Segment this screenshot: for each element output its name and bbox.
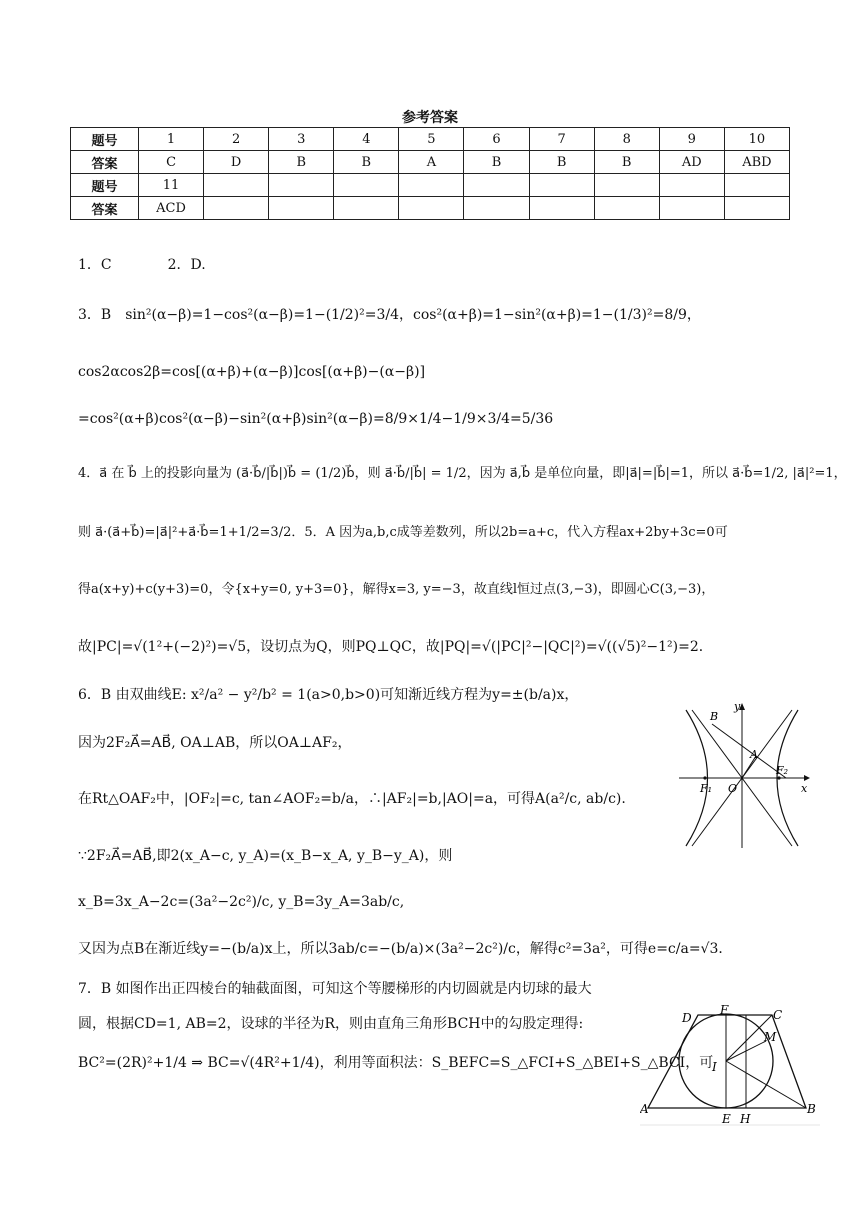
label-f2: F₂ [776, 764, 789, 777]
answer-line-5a: 得a(x+y)+c(y+3)=0，令{x+y=0, y+3=0}，解得x=3, y=−3，故直线l恒过点(3,−3)，即圆心C(3,−3)， [78, 582, 715, 597]
answer-line-4b: 则 a⃗·(a⃗+b⃗)=|a⃗|²+a⃗·b⃗=1+1/2=3/2．5．A 因为a,b,c成等差数列，所以2b=a+c，代入方程ax+2by+3c=0可 [78, 525, 728, 540]
point-f1 [703, 776, 706, 779]
label-b: B [710, 710, 719, 723]
answer-line-7c: BC²=(2R)²+1/4 ⇒ BC=√(4R²+1/4)，利用等面积法：S_BEFC=S_△FCI+S_△BEI+S_△BCI，可 [78, 1055, 714, 1071]
table-row [71, 197, 790, 220]
table-cell [269, 174, 334, 197]
answer-line-6e: x_B=3x_A−2c=(3a²−2c²)/c, y_B=3y_A=3ab/c, [78, 894, 405, 910]
answer-line-6a: 6．B 由双曲线E: x²/a² − y²/b² = 1(a>0,b>0)可知渐近线方程为y=±(b/a)x， [78, 687, 579, 703]
table-row [71, 174, 790, 197]
table-row [71, 151, 790, 174]
table-cell [204, 174, 269, 197]
table-cell: AD [659, 151, 724, 174]
table-cell: 7 [529, 128, 594, 151]
label-b: B [807, 1102, 816, 1116]
table-row-head: 答案 [71, 151, 139, 174]
table-cell: A [399, 151, 464, 174]
label-a: A [750, 748, 758, 761]
table-cell [399, 197, 464, 220]
table-cell: 11 [139, 174, 204, 197]
label-o: O [728, 782, 738, 795]
table-cell: ABD [724, 151, 789, 174]
answer-line-7a: 7．B 如图作出正四棱台的轴截面图，可知这个等腰梯形的内切圆就是内切球的最大 [78, 981, 592, 997]
table-cell [334, 197, 399, 220]
table-cell [334, 174, 399, 197]
table-cell [659, 197, 724, 220]
answer-line-6f: 又因为点B在渐近线y=−(b/a)x上，所以3ab/c=−(b/a)×(3a²−2c²)/c，解得c²=3a²，可得e=c/a=√3． [78, 941, 733, 957]
table-cell: 1 [139, 128, 204, 151]
table-cell: 9 [659, 128, 724, 151]
table-row-head: 题号 [71, 174, 139, 197]
answer-line-3b: cos2αcos2β=cos[(α+β)+(α−β)]cos[(α+β)−(α−β)] [78, 364, 426, 380]
table-cell [464, 197, 529, 220]
table-cell [464, 174, 529, 197]
table-cell: ACD [139, 197, 204, 220]
table-cell: B [464, 151, 529, 174]
answer-line-6c: 在Rt△OAF₂中，|OF₂|=c, tan∠AOF₂=b/a，∴|AF₂|=b,|AO|=a，可得A(a²/c, ab/c). [78, 791, 626, 807]
label-f1: F₁ [700, 782, 713, 795]
x-axis-arrow [804, 775, 810, 781]
table-row-head: 答案 [71, 197, 139, 220]
table-cell: B [529, 151, 594, 174]
page-title: 参考答案 [402, 110, 458, 126]
line-bf2 [712, 724, 789, 778]
answer-line-3a: 3．B sin²(α−β)=1−cos²(α−β)=1−(1/2)²=3/4，cos²(α+β)=1−sin²(α+β)=1−(1/3)²=8/9， [78, 307, 701, 323]
label-m: M [764, 1030, 777, 1044]
answer-line-7b: 圆，根据CD=1, AB=2，设球的半径为R，则由直角三角形BCH中的勾股定理得: [78, 1016, 584, 1032]
trapezoid-figure [640, 1005, 820, 1130]
table-cell [269, 197, 334, 220]
table-cell [529, 197, 594, 220]
label-f: F [720, 1005, 729, 1017]
label-c: C [773, 1008, 783, 1022]
table-cell [594, 197, 659, 220]
table-cell: D [204, 151, 269, 174]
table-cell: 10 [724, 128, 789, 151]
label-e: E [722, 1112, 731, 1126]
answer-line-6d: ∵2F₂A⃗=AB⃗,即2(x_A−c, y_A)=(x_B−x_A, y_B−y_A)，则 [78, 848, 453, 864]
answer-line-6b: 因为2F₂A⃗=AB⃗, OA⊥AB，所以OA⊥AF₂， [78, 735, 352, 751]
table-cell: 4 [334, 128, 399, 151]
table-cell [724, 174, 789, 197]
table-cell [399, 174, 464, 197]
label-h: H [740, 1112, 751, 1126]
table-row [71, 128, 790, 151]
table-cell [529, 174, 594, 197]
label-x: x [801, 782, 808, 795]
segment-ib [726, 1061, 806, 1108]
table-cell: 6 [464, 128, 529, 151]
table-cell [594, 174, 659, 197]
answer-line-3c: =cos²(α+β)cos²(α−β)−sin²(α+β)sin²(α−β)=8/9×1/4−1/9×3/4=5/36 [78, 411, 554, 427]
table-cell: C [139, 151, 204, 174]
table-cell: 3 [269, 128, 334, 151]
answer-table [70, 127, 790, 220]
table-cell: 2 [204, 128, 269, 151]
answer-line-4a: 4．a⃗ 在 b⃗ 上的投影向量为 (a⃗·b⃗/|b⃗|)b⃗ = (1/2)b⃗，则 a⃗·b⃗/|b⃗| = 1/2，因为 a⃗,b⃗ 是单位向量，即|a⃗|=|b⃗|=1，所以 a⃗·b⃗=1/2, |a⃗|²=1， [78, 466, 847, 481]
table-row-head: 题号 [71, 128, 139, 151]
table-cell [204, 197, 269, 220]
label-i: I [712, 1060, 717, 1074]
answer-line-1: 1．C 2．D. [78, 257, 206, 273]
answer-line-5b: 故|PC|=√(1²+(−2)²)=√5，设切点为Q，则PQ⊥QC，故|PQ|=√(|PC|²−|QC|²)=√((√5)²−1²)=2． [78, 639, 713, 655]
table-cell [724, 197, 789, 220]
table-cell: B [594, 151, 659, 174]
table-cell [659, 174, 724, 197]
table-cell: B [269, 151, 334, 174]
label-y: y [734, 700, 741, 713]
table-cell: B [334, 151, 399, 174]
label-d: D [682, 1011, 692, 1025]
hyperbola-figure [674, 700, 814, 850]
label-a: A [640, 1102, 649, 1116]
table-cell: 5 [399, 128, 464, 151]
table-cell: 8 [594, 128, 659, 151]
